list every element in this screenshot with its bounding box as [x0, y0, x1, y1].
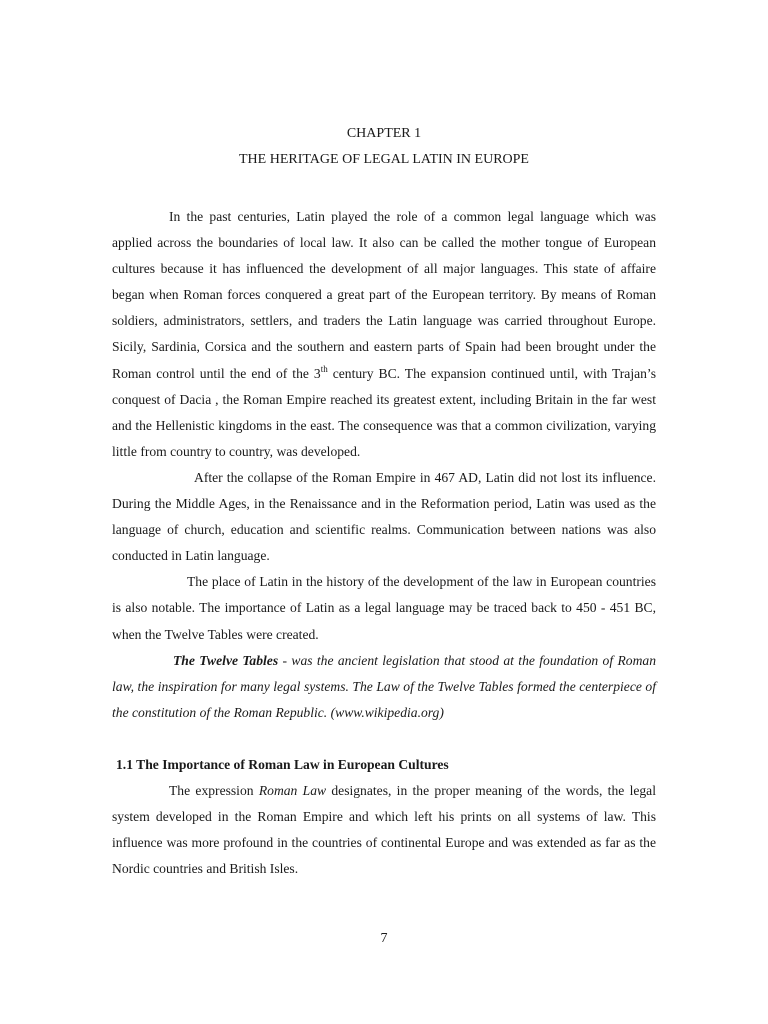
- chapter-title: THE HERITAGE OF LEGAL LATIN IN EUROPE: [239, 152, 529, 167]
- page-number: 7: [380, 931, 388, 946]
- paragraph-place-of-latin: The place of Latin in the history of the development of the law in European countries is also notable. The importance of Latin as a legal language may be traced back to 450 - 451 BC, when the Twelve Tables were created.: [112, 574, 656, 642]
- paragraph-text: In the past centuries, Latin played the role of a common legal language which was applied across the boundaries of local law. It also can be called the mother tongue of European cultures because it has influenced the development of all major languages. This state of affaire began when Roman forces conquered a great part of the European territory. By means of Roman soldiers, administrators, settlers, and traders the Latin language was carried throughout Europe. Sicily, Sardinia, Corsica and the southern and eastern parts of Spain had been brought under the Roman control until the end of the 3: [112, 209, 656, 381]
- paragraph-latin-common-language: [112, 204, 656, 465]
- roman-law-term: Roman Law: [258, 782, 327, 798]
- paragraph-text: century BC. The expansion continued until, with Trajan’s conquest of Dacia , the Roman Empire reached its greatest extent, including Britain in the far west and the Hellenistic kingdoms in the east. The consequence was that a common civilization, varying little from country to country, was developed.: [112, 365, 656, 459]
- ordinal-suffix: th: [320, 363, 328, 374]
- paragraph-twelve-tables: [112, 648, 656, 726]
- paragraph-text: designates, in the proper meaning of the words, the legal system developed in the Roman Empire and which left his prints on all systems of law. This influence was more profound in the countries of continental Europe and was extended as far as the Nordic countries and British Isles.: [112, 782, 656, 877]
- chapter-label: CHAPTER 1: [346, 126, 422, 141]
- paragraph-text: The expression: [169, 782, 259, 798]
- paragraph-after-collapse: After the collapse of the Roman Empire in 467 AD, Latin did not lost its influence. During the Middle Ages, in the Renaissance and in the Reformation period, Latin was used as the language of church, education and scientific realms. Communication between nations was also conducted in Latin language.: [112, 469, 656, 564]
- body-text: [112, 204, 656, 882]
- twelve-tables-definition: - was the ancient legislation that stood at the foundation of Roman law, the inspiration for many legal systems. The Law of the Twelve Tables formed the centerpiece of the constitution of the Roman Republic. (www.wikipedia.org): [112, 652, 656, 720]
- twelve-tables-term: The Twelve Tables: [173, 652, 279, 668]
- paragraph-roman-law: [112, 778, 656, 882]
- section-heading: 1.1 The Importance of Roman Law in European Cultures: [116, 756, 449, 772]
